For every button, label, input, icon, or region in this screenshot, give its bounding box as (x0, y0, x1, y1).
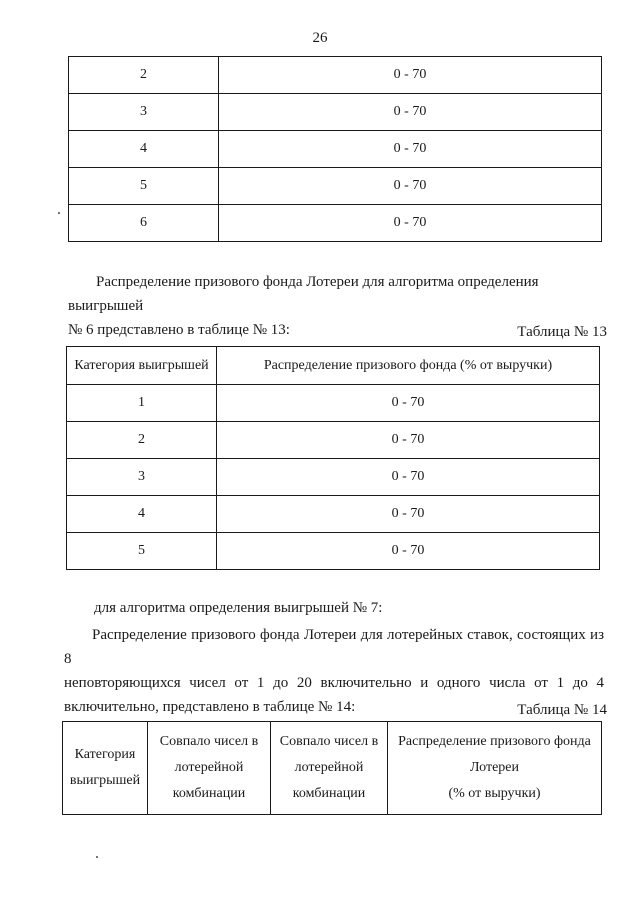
category-cell: 2 (69, 57, 219, 94)
value-cell: 0 - 70 (217, 459, 600, 496)
value-cell: 0 - 70 (217, 496, 600, 533)
paragraph-line: № 6 представлено в таблице № 13: (68, 322, 290, 338)
scan-speck (96, 856, 98, 858)
prize-distribution-table-continued (68, 56, 602, 242)
category-cell: 5 (67, 533, 217, 570)
table-row (69, 131, 602, 168)
category-cell: 3 (67, 459, 217, 496)
header-line: комбинации (292, 786, 366, 801)
value-cell: 0 - 70 (219, 94, 602, 131)
category-cell: 6 (69, 205, 219, 242)
value-cell: 0 - 70 (217, 422, 600, 459)
category-cell: 2 (67, 422, 217, 459)
column-header-matched-2 (271, 722, 388, 815)
column-header-category (63, 722, 148, 815)
table-row (69, 57, 602, 94)
scan-speck (58, 212, 60, 214)
header-line: лотерейной (294, 760, 364, 775)
header-line: Совпало чисел в (279, 734, 379, 749)
table-row (69, 205, 602, 242)
table-row (69, 94, 602, 131)
table-row (67, 422, 600, 459)
value-cell: 0 - 70 (219, 57, 602, 94)
header-line: Совпало чисел в (159, 734, 259, 749)
column-header-distribution: Распределение призового фонда (% от выручки) (217, 347, 600, 385)
table-row (67, 385, 600, 422)
header-line: лотерейной (174, 760, 244, 775)
table13-caption: Таблица № 13 (517, 324, 607, 340)
header-line: (% от выручки) (448, 786, 541, 801)
category-cell: 4 (67, 496, 217, 533)
column-header-matched-1 (148, 722, 271, 815)
prize-distribution-table-13 (66, 346, 600, 570)
value-cell: 0 - 70 (219, 131, 602, 168)
header-line: Распределение призового фонда (398, 734, 591, 749)
table14-caption: Таблица № 14 (517, 702, 607, 718)
paragraph-line: Распределение призового фонда Лотереи для лотерейных ставок, состоящих из 8 (64, 627, 604, 667)
prize-distribution-table-14 (62, 721, 602, 815)
page-number: 26 (312, 30, 328, 46)
value-cell: 0 - 70 (217, 533, 600, 570)
paragraph-line: неповторяющихся чисел от 1 до 20 включительно и одного числа от 1 до 4 (64, 675, 604, 691)
paragraph-line: Распределение призового фонда Лотереи для алгоритма определения выигрышей (68, 274, 539, 314)
header-line: Лотереи (470, 760, 519, 775)
table-row (67, 533, 600, 570)
category-cell: 5 (69, 168, 219, 205)
paragraph-line: включительно, представлено в таблице № 14: (64, 699, 356, 715)
category-cell: 3 (69, 94, 219, 131)
table-row (67, 459, 600, 496)
column-header-distribution (388, 722, 602, 815)
paragraph-algorithm7: для алгоритма определения выигрышей № 7: (94, 600, 383, 616)
value-cell: 0 - 70 (217, 385, 600, 422)
category-cell: 1 (67, 385, 217, 422)
table-row (67, 496, 600, 533)
table-row (69, 168, 602, 205)
value-cell: 0 - 70 (219, 205, 602, 242)
table-header-row (67, 347, 600, 385)
column-header-category: Категория выигрышей (67, 347, 217, 385)
value-cell: 0 - 70 (219, 168, 602, 205)
header-line: Категория (74, 747, 136, 762)
header-line: комбинации (172, 786, 246, 801)
category-cell: 4 (69, 131, 219, 168)
table-header-row (63, 722, 602, 815)
header-line: выигрышей (69, 773, 141, 788)
